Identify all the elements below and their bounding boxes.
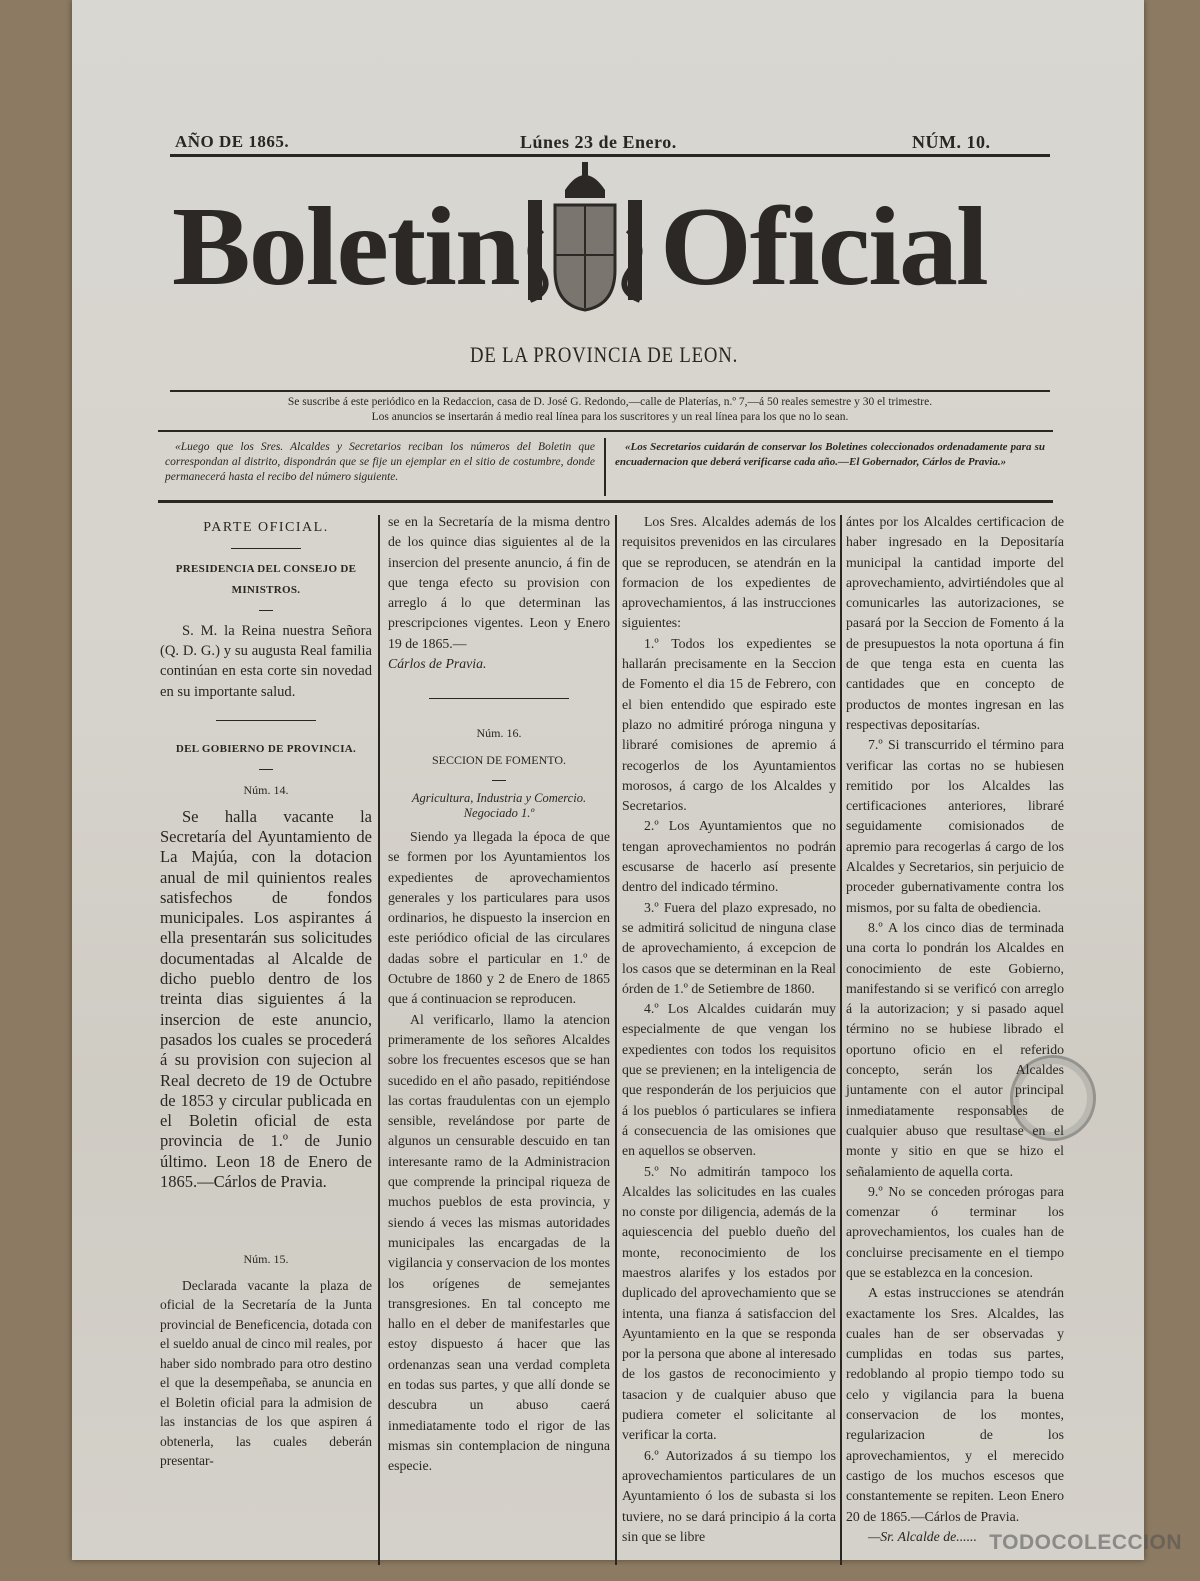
ink-seal-stamp	[1010, 1055, 1096, 1141]
announcement-number-14: Núm. 14.	[243, 783, 289, 798]
instruction-4: 4.º Los Alcaldes cuidarán muy especialmente de que vengan los expedientes con todos los requisitos que se previenen; en la inteligencia de que responderán de los perjuicios que á los pueblos ó particulares se infiera á consecuencia de las omisiones que en aquellos se observen.	[622, 1001, 836, 1159]
ornament-rule	[429, 698, 569, 699]
paragraph-royal-health: S. M. la Reina nuestra Señora (Q. D. G.) y su augusta Real familia continúan en esta corte sin novedad en su importante salud.	[160, 622, 372, 700]
watermark-logo: TODOCOLECCION	[989, 1531, 1182, 1554]
title-oficial: Oficial	[660, 184, 987, 309]
subtitle-rule	[170, 390, 1050, 392]
notices-rule	[158, 500, 1053, 503]
column-4	[846, 512, 1064, 1547]
instruction-1: 1.º Todos los expedientes se hallarán precisamente en la Seccion de Fomento el dia 15 de Febrero, con el bien entendido que espirado este plazo no admitiré próroga ninguna y libraré comisiones de apremio á recogerlos de los Ayuntamientos morosos, á cargo de los Alcaldes y Secretarios.	[622, 635, 836, 814]
title-boletin: Boletin	[172, 184, 519, 309]
paragraph-fomento-warning: Al verificarlo, llamo la atencion primeramente de los señores Alcaldes sobre los frecuentes escesos que se han sucedido en el año pasado, repitiéndose las cortas fraudulentas con un ejemplo sensible, revelándose por parte de algunos un censurable descuido en tan interesante ramo de la Administracion que comprende la principal riqueza de muchos pueblos de esta provincia, y siendo á veces las mismas autoridades municipales las encargadas de la vigilancia y conservacion de los montes los orígenes de semejantes transgresiones. En tal concepto me hallo en el deber de manifestarles que estoy dispuesto á hacer que las ordenanzas sean una verdad completa en todas sus partes, y que allí donde se descubra un abuso caerá inmediatamente todo el rigor de las mismas sin contemplacion de ninguna especie.	[388, 1011, 610, 1474]
section-heading-parte-oficial: PARTE OFICIAL.	[203, 520, 329, 535]
notice-divider	[604, 438, 606, 496]
column-1	[160, 512, 372, 1471]
column-2	[388, 512, 610, 1476]
subscription-line-1: Se suscribe á este periódico en la Redaccion, casa de D. José G. Redondo,—calle de Platerías, n.º 7,—á 50 reales semestre y 30 el trimestre.	[287, 396, 933, 408]
date-label: Lúnes 23 de Enero.	[520, 132, 677, 152]
year-label: AÑO DE 1865.	[175, 132, 290, 151]
column-3	[622, 512, 836, 1547]
instruction-3: 3.º Fuera del plazo expresado, no se admitirá solicitud de ninguna clase de aprovechamiento, á excepcion de los casos que se determinan en la Real órden de 1.º de Setiembre de 1860.	[622, 899, 836, 996]
column-divider	[840, 515, 842, 1565]
announcement-number-15: Núm. 15.	[243, 1252, 289, 1267]
heading-gobierno: DEL GOBIERNO DE PROVINCIA.	[175, 743, 357, 756]
negociado-label: Agricultura, Industria y Comercio. Negociado 1.º	[411, 790, 587, 820]
ornament-rule	[492, 780, 506, 781]
subtitle: DE LA PROVINCIA DE LEON.	[470, 342, 739, 367]
heading-presidencia: PRESIDENCIA DEL CONSEJO DE MINISTROS.	[175, 563, 357, 596]
column-divider	[378, 515, 380, 1565]
heading-seccion-fomento: SECCION DE FOMENTO.	[431, 752, 567, 767]
paragraph-continuation: se en la Secretaría de la misma dentro de los quince dias siguientes al de la insercion del presente anuncio, á fin de que tenga efecto su provision con arreglo á lo que determinan las prescripciones vigentes. Leon y Enero 19 de 1865.—	[388, 514, 610, 651]
instruction-5: 5.º No admitirán tampoco los Alcaldes las solicitudes en las cuales no conste por diligencia, además de la aquiescencia del pueblo dueño del monte, reconocimiento de los maestros alarifes y los estados por duplicado del aprovechamiento que se intenta, una fianza á satisfaccion del Ayuntamiento en la que se responda por la persona que abone al interesado de los gastos de reconocimiento y tasacion y de cualquier abuso que pudiera cometer el solicitante al verificar la corta.	[622, 1163, 836, 1443]
ornament-rule	[216, 720, 316, 721]
paragraph-closing: A estas instrucciones se atendrán exactamente los Sres. Alcaldes, las cuales han de ser observadas y cumplidas en todas sus partes, redoblando al propio tiempo todo su celo y vigilancia para la buena conservacion de los montes, regularizacion de los aprovechamientos, y el merecido castigo de los muchos escesos que constantemente se repiten. Leon Enero 20 de 1865.—Cárlos de Pravia.	[846, 1285, 1064, 1524]
instruction-2: 2.º Los Ayuntamientos que no tengan aprovechamientos no podrán escusarse de hacerlo así presente dentro del indicado término.	[622, 818, 836, 895]
issue-number: NÚM. 10.	[912, 132, 991, 152]
closing-address: —Sr. Alcalde de......	[868, 1528, 977, 1544]
header-rule	[170, 154, 1050, 157]
subscription-line-2: Los anuncios se insertarán á medio real línea para los suscritores y un real línea para los que no lo sean.	[371, 411, 849, 423]
paragraph-vacancy-majua: Se halla vacante la Secretaría del Ayuntamiento de La Majúa, con la dotacion anual de mil quinientos reales satisfechos de fondos municipales. Los aspirantes á ella presentarán sus solicitudes documentadas al Alcalde de dicho pueblo dentro de los treinta dias siguientes á la insercion de este anuncio, pasados los cuales se procederá á su provision con sujecion al Real decreto de 19 de Octubre de 1853 y circular publicada en el Boletin oficial de esta provincia de 1.º de Junio último. Leon 18 de Enero de 1865.—Cárlos de Pravia.	[160, 806, 372, 1192]
coat-of-arms-icon	[510, 160, 660, 320]
instruction-6: 6.º Autorizados á su tiempo los aprovechamientos particulares de un Ayuntamiento ó los de subasta si los tuviere, no se dará principio á la corta sin que se libre	[622, 1447, 836, 1544]
ornament-rule	[231, 548, 301, 549]
notice-right: «Los Secretarios cuidarán de conservar los Boletines coleccionados ordenadamente para su encuadernacion que deberá verificarse cada año.—El Gobernador, Cárlos de Pravia.»	[615, 441, 1045, 468]
announcement-number-16: Núm. 16.	[476, 726, 522, 741]
instruction-7: 7.º Si transcurrido el término para verificar las cortas no se hubiesen remitido por los Alcaldes las certificaciones anteriores, libraré seguidamente comisionados de apremio para recogerlas á cargo de los Alcaldes y Secretarios, sin perjuicio de proceder gubernativamente contra los mismos, por su falta de obediencia.	[846, 737, 1064, 915]
ornament-rule	[259, 610, 273, 611]
instruction-8: 8.º A los cinco dias de terminada una corta lo pondrán los Alcaldes en conocimiento de este Gobierno, manifestando si se verificó con arreglo á la autorizacion; y si pasado aquel término no se hubiese librado el oportuno oficio en el referido concepto, serán los Alcaldes juntamente con el autor principal inmediatamente responsables de cualquier abuso que resultase en el monte y sitio en que se hizo el señalamiento de aquella corta.	[846, 919, 1064, 1179]
paragraph-instructions-intro: Los Sres. Alcaldes además de los requisitos prevenidos en las circulares que se reproducen, se atendrán en la formacion de los expedientes de aprovechamientos, á las instrucciones siguientes:	[622, 514, 836, 631]
signature: Cárlos de Pravia.	[388, 656, 487, 672]
column-divider	[615, 515, 617, 1565]
paragraph-continuation: ántes por los Alcaldes certificacion de haber ingresado en la Depositaría municipal la cantidad importe del aprovechamiento, advirtiéndoles que al comunicarles las autorizaciones, se pasará por la Seccion de Fomento á la de presupuestos la nota oportuna á fin de que tenga esta en cuenta las cantidades que en concepto de productos de montes ingresan en las respectivas depositarías.	[846, 514, 1064, 732]
paragraph-fomento-intro: Siendo ya llegada la época de que se formen por los Ayuntamientos los expedientes de aprovechamientos generales y los particulares para usos ordinarios, he dispuesto la insercion en este periódico oficial de las circulares dadas sobre el particular en 1.º de Octubre de 1860 y 2 de Enero de 1865 que á continuacion se reproducen.	[388, 828, 610, 1007]
ornament-rule	[259, 769, 273, 770]
notice-left: «Luego que los Sres. Alcaldes y Secretarios reciban los números del Boletin que correspondan al distrito, dispondrán que se fije un ejemplar en el sitio de costumbre, donde permanecerá hasta el recibo del número siguiente.	[165, 441, 595, 483]
instruction-9: 9.º No se conceden prórogas para comenzar ó terminar los aprovechamientos, los cuales han de concluirse precisamente en el tiempo que se establezca en la concesion.	[846, 1183, 1064, 1280]
paragraph-vacancy-beneficencia: Declarada vacante la plaza de oficial de la Secretaría de la Junta provincial de Beneficencia, dotada con el sueldo anual de cinco mil reales, por haber sido nombrado para otro destino el que la desempeñaba, se anuncia en el Boletin oficial para la admision de las instancias de los que aspiren á obtenerla, las cuales deberán presentar-	[160, 1277, 372, 1469]
subscription-rule	[158, 430, 1053, 432]
